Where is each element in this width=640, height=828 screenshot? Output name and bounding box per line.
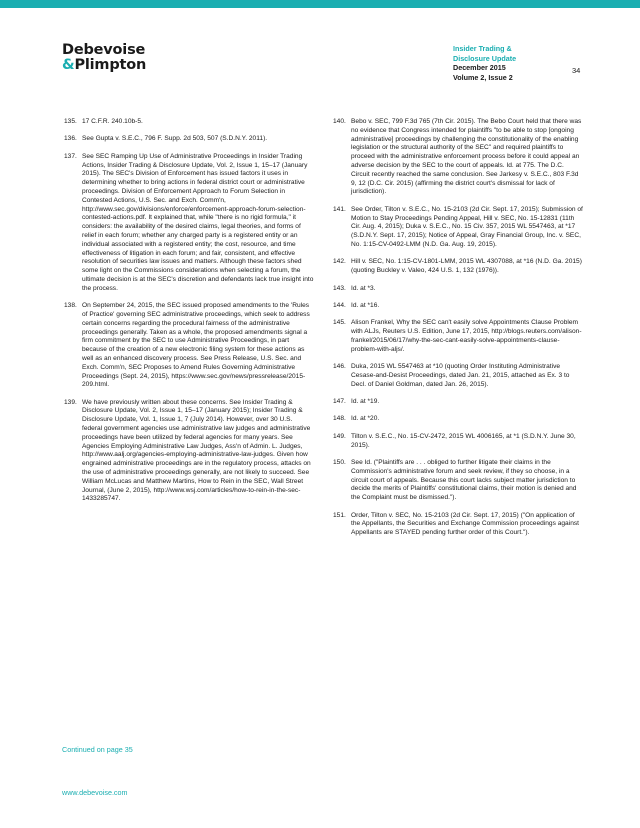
endnote-item bbox=[64, 153, 314, 294]
endnote-item bbox=[333, 206, 583, 250]
endnote-number: 139. bbox=[64, 398, 77, 406]
endnote-text: Tilton v. S.E.C., No. 15-CV-2472, 2015 WL 4006165, at *1 (S.D.N.Y. June 30, 2015). bbox=[351, 432, 576, 449]
endnote-text: Hill v. SEC, No. 1:15-CV-1801-LMM, 2015 WL 4307088, at *16 (N.D. Ga. 2015) (quoting Buckley v. Valeo, 424 U.S. 1, 132 (1976)). bbox=[351, 258, 582, 275]
endnote-number: 143. bbox=[333, 284, 346, 292]
endnote-number: 149. bbox=[333, 432, 346, 440]
publication-info bbox=[453, 44, 516, 82]
continued-link[interactable]: Continued on page 35 bbox=[62, 745, 133, 754]
footer-website-link[interactable]: www.debevoise.com bbox=[62, 788, 128, 797]
endnote-item bbox=[64, 118, 314, 127]
publication-volume: Volume 2, Issue 2 bbox=[453, 72, 513, 82]
endnote-number: 141. bbox=[333, 205, 346, 213]
top-accent-bar bbox=[0, 0, 640, 8]
endnote-text: We have previously written about these concerns. See Insider Trading & Disclosure Update, Vol. 2, Issue 1, 15–17 (January 2015); Insider Trading & Disclosure Update, Vol. 1, Issue 1, 7 (July 2014). However, over 30 U.S. federal government agencies use administrative law judges and administrative proceedings have been utilized by federal agencies for many years. See Agencies Employing Administrative Law Judges, Ass'n of Admin. L. Judges, http://www.aalj.org/agencies-employing-administrative-law-judges. Given how engrained administrative proceedings are in the regulatory process, attacks on the use of administrative proceedings generally, are not likely to succeed. See William McLucas and Matthew Martins, How to Rein in the SEC, Wall Street Journal, (June 2, 2015), http://www.wsj.com/articles/how-to-rein-in-the-sec-1433285747. bbox=[82, 398, 311, 503]
endnote-item bbox=[333, 319, 583, 354]
endnote-text: Id. at *16. bbox=[351, 301, 380, 309]
endnote-text: See SEC Ramping Up Use of Administrative Proceedings in Insider Trading Actions, Insider Trading & Disclosure Update, Vol. 2, Issue 1, 15–17 (January 2015). The SEC's Division of Enforcement has issued factors it uses in determining whether to bring actions in federal district court or administrative proceedings. Division of Enforcement Approach to Forum Selection in Contested Actions, U.S. Sec. and Exch. Comm'n, http://www.sec.gov/divisions/enforce/enforcement-approach-forum-selection-contested-actions.pdf. It explained that, while "there is no rigid formula," it considers: the availability of the desired claims, legal theories, and forms of relief in each forum; whether any charged party is a registered entity or an individual associated with a registered entity; the cost, resource, and time effectiveness of litigation in each forum; and fair, consistent, and effective resolution of securities law issues and matters. Although these factors shed some light on the Commissions considerations when selecting a forum, the ultimate decision is at the SEC's discretion and defendants lack true insight into the process. bbox=[82, 152, 314, 292]
endnote-item bbox=[333, 512, 583, 538]
left-endnotes-list bbox=[64, 118, 314, 504]
endnote-item bbox=[64, 302, 314, 390]
right-endnotes-list bbox=[333, 118, 583, 538]
logo-line-2-text: Plimpton bbox=[74, 57, 147, 73]
endnote-text: On September 24, 2015, the SEC issued proposed amendments to the 'Rules of Practice' governing SEC administrative proceedings, which seek to address certain concerns regarding the procedural fairness of the administrative proceedings generally. Taken as a whole, the proposed amendments signal a firm commitment by the SEC to use Administrative Proceedings, in part because of the creation of a new electronic filing system for these actions as well as an enhanced discovery process. See Press Release, U.S. Sec. and Exch. Comm'n, SEC Proposes to Amend Rules Governing Administrative Proceedings (Sept. 24, 2015), https://www.sec.gov/news/pressrelease/2015-209.html. bbox=[82, 302, 310, 389]
endnote-number: 144. bbox=[333, 301, 346, 309]
endnote-number: 148. bbox=[333, 415, 346, 423]
endnote-text: Duka, 2015 WL 5547463 at *10 (quoting Order Instituting Administrative Cesase-and-Desist Proceedings, dated Jan. 21, 2015, attached as Ex. 3 to Decl. of Daniel Goldman, dated Jan. 26, 2015). bbox=[351, 363, 570, 388]
endnote-item bbox=[333, 258, 583, 276]
endnote-number: 146. bbox=[333, 363, 346, 371]
endnote-item bbox=[333, 433, 583, 451]
logo-line-1: Debevoise bbox=[62, 42, 146, 58]
endnote-item bbox=[333, 118, 583, 197]
endnote-number: 135. bbox=[64, 118, 77, 125]
endnote-item bbox=[333, 285, 583, 294]
endnote-text: 17 C.F.R. 240.10b-5. bbox=[82, 118, 143, 125]
endnote-item bbox=[333, 459, 583, 503]
endnote-text: Id. at *3. bbox=[351, 284, 376, 292]
page-number: 34 bbox=[572, 66, 581, 75]
endnote-text: See Gupta v. S.E.C., 796 F. Supp. 2d 503, 507 (S.D.N.Y. 2011). bbox=[82, 135, 268, 143]
endnote-number: 145. bbox=[333, 319, 346, 327]
endnote-number: 138. bbox=[64, 302, 77, 310]
endnote-text: Bebo v. SEC, 799 F.3d 765 (7th Cir. 2015). The Bebo Court held that there was no evidence that Congress intended for plaintiffs "to be able to stop [ongoing administrative] proceedings by challenging the constitutionality of the enabling legislation or the structural authority of the SEC" and required plaintiffs to proceed with the administrative enforcement process before it could appeal an adverse decision by the SEC to the court of appeals. Id. at 775. The D.C. Circuit recently reached the same conclusion. See Jarkesy v. S.E.C., 803 F.3d 9, 12 (D.C. Cir. 2015) (affirming the district court's dismissal for lack of jurisdiction). bbox=[351, 118, 582, 196]
right-notes-column bbox=[333, 118, 583, 547]
endnote-number: 137. bbox=[64, 152, 77, 160]
publication-date: December 2015 bbox=[453, 63, 506, 73]
endnote-number: 140. bbox=[333, 118, 346, 125]
endnote-number: 150. bbox=[333, 459, 346, 467]
endnote-item bbox=[64, 135, 314, 144]
endnote-text: Order, Tilton v. SEC, No. 15-2103 (2d Cir. Sept. 17, 2015) ("On application of the Appellants, the Securities and Exchange Commission proceedings against Appellants are STAYED pending further order of this Court."). bbox=[351, 511, 579, 537]
endnote-text: Alison Frankel, Why the SEC can't easily solve Appointments Clause Problem with ALJs, Reuters U.S. Edition, June 17, 2015, http://blogs.reuters.com/alison-frankel/2015/06/17/why-the-sec-cant-easily-solve-appointments-clause-problem-with-aljs/. bbox=[351, 319, 582, 353]
endnote-text: See Id. ("Plaintiffs are . . . obliged to further litigate their claims in the Commission's administrative forum and seek review, if they so choose, in a circuit court of appeals. Because this court lacks subject matter jurisdiction to decide the merits of Plaintiffs' constitutional claims, their motion is denied and the Complaint must be dismissed."). bbox=[351, 459, 577, 502]
logo-line-2 bbox=[62, 58, 146, 73]
endnote-text: Id. at *19. bbox=[351, 398, 380, 406]
endnote-item bbox=[333, 415, 583, 424]
endnote-number: 151. bbox=[333, 511, 346, 519]
endnote-item bbox=[333, 398, 583, 407]
endnote-text: Id. at *20. bbox=[351, 415, 380, 423]
endnote-number: 147. bbox=[333, 398, 346, 406]
endnote-number: 142. bbox=[333, 258, 346, 266]
publication-title-line-2: Disclosure Update bbox=[453, 53, 517, 63]
endnote-number: 136. bbox=[64, 135, 77, 143]
endnote-item bbox=[333, 302, 583, 311]
logo-ampersand: & bbox=[62, 57, 75, 73]
endnote-text: See Order, Tilton v. S.E.C., No. 15-2103 (2d Cir. Sept. 17, 2015); Submission of Motion to Stay Proceedings Pending Appeal, Hill v. SEC, No. 15-12831 (11th Cir. Aug. 4, 2015); Duka v. S.E.C., No. 15 Civ. 357, 2015 WL 5547463, at *17 (S.D.N.Y. Sept. 17, 2015); Notice of Appeal, Gray Financial Group, Inc. v. SEC, No. 1:15-CV-0492-LMM (N.D. Ga. Aug. 19, 2015). bbox=[351, 205, 583, 248]
endnote-item bbox=[64, 399, 314, 505]
endnote-item bbox=[333, 363, 583, 389]
left-notes-column bbox=[64, 118, 314, 513]
publication-title-line-1: Insider Trading & bbox=[453, 44, 512, 53]
debevoise-logo bbox=[62, 43, 146, 73]
